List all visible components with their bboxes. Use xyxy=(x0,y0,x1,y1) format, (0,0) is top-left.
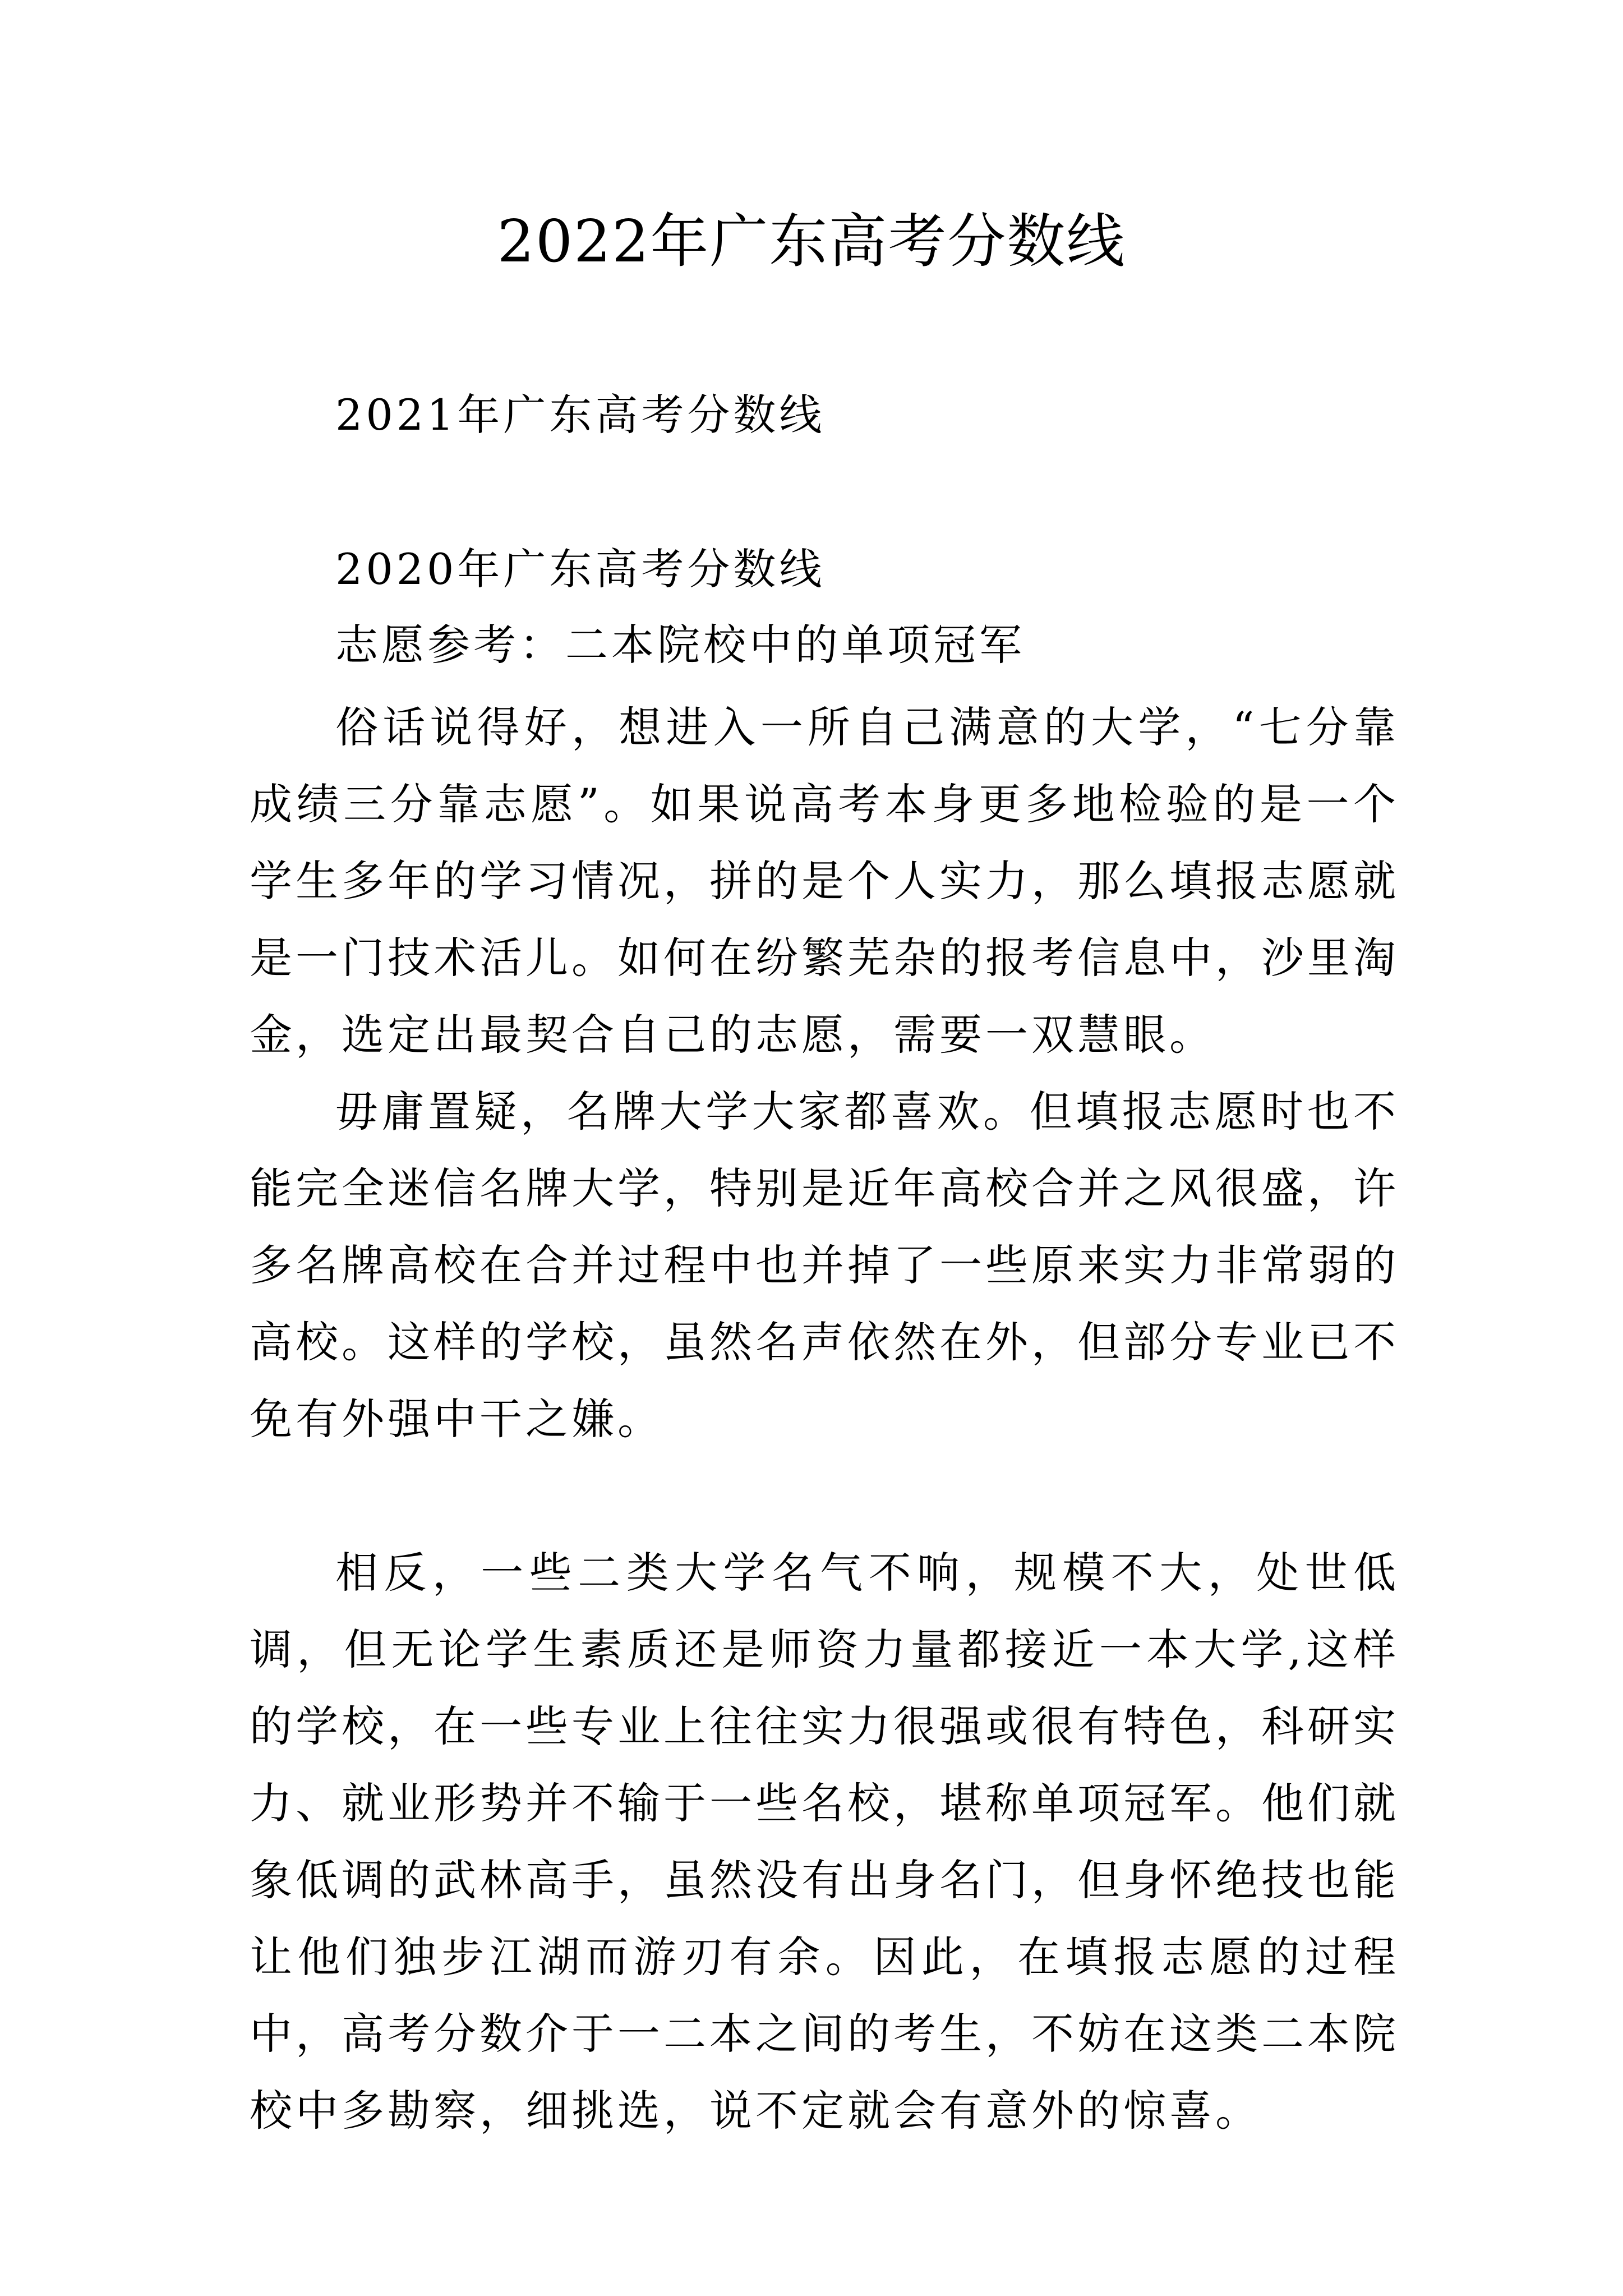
paragraph-3: 相反，一些二类大学名气不响，规模不大，处世低调，但无论学生素质还是师资力量都接近一本大学,这样的学校，在一些专业上往往实力很强或很有特色，科研实力、就业形势并不输于一些名校，堪称单项冠军。他们就象低调的武林高手，虽然没有出身名门，但身怀绝技也能让他们独步江湖而游刃有余。因此，在填报志愿的过程中，高考分数介于一二本之间的考生，不妨在这类二本院校中多勘察，细挑选，说不定就会有意外的惊喜。 xyxy=(250,1548,1399,2136)
heading-application-reference: 志愿参考：二本院校中的单项冠军 xyxy=(335,620,1025,670)
document-title: 2022年广东高考分数线 xyxy=(497,207,1126,275)
heading-2020-scores: 2020年广东高考分数线 xyxy=(335,544,826,594)
paragraph-1: 俗话说得好，想进入一所自己满意的大学，“七分靠成绩三分靠志愿”。如果说高考本身更多地检验的是一个学生多年的学习情况，拼的是个人实力，那么填报志愿就是一门技术活儿。如何在纷繁芜杂的报考信息中，沙里淘金，选定出最契合自己的志愿，需要一双慧眼。 xyxy=(250,702,1399,1060)
heading-2021-scores: 2021年广东高考分数线 xyxy=(335,390,826,440)
paragraph-2: 毋庸置疑，名牌大学大家都喜欢。但填报志愿时也不能完全迷信名牌大学，特别是近年高校合并之风很盛，许多名牌高校在合并过程中也并掉了一些原来实力非常弱的高校。这样的学校，虽然名声依然在外，但部分专业已不免有外强中干之嫌。 xyxy=(250,1087,1399,1444)
